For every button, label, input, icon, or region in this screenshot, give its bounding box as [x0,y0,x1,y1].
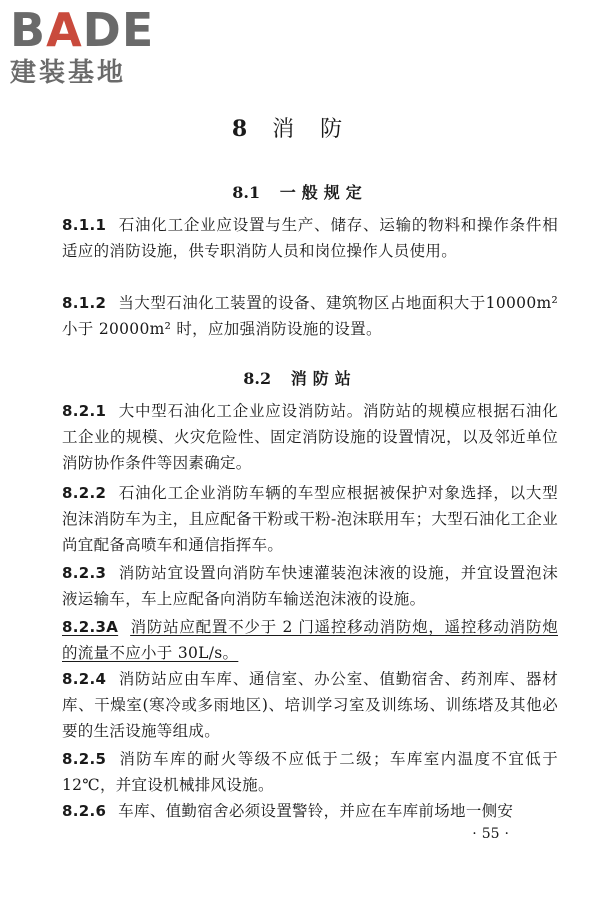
clause-text: 车库、值勤宿舍必须设置警铃，并应在车库前场地一侧安 [118,802,514,820]
clause-number: 8.2.1 [62,402,107,420]
clause-number: 8.1.1 [62,216,107,234]
clause-number: 8.2.6 [62,802,107,820]
clause [62,798,558,824]
clause [62,398,558,476]
chapter-heading [0,112,600,143]
logo-subtitle: 建装基地 [10,58,127,88]
clause-text: 消防车库的耐火等级不应低于二级；车库室内温度不宜低于 12℃，并宜设机械排风设施。 [62,750,558,794]
clause-number: 8.2.4 [62,670,107,688]
clause-text: 石油化工企业消防车辆的车型应根据被保护对象选择，以大型泡沫消防车为主，且应配备干粉或干粉-泡沫联用车；大型石油化工企业尚宜配备高喷车和通信指挥车。 [62,484,558,554]
clause-number: 8.2.5 [62,750,107,768]
section-number: 8.1 [232,183,261,202]
section-heading [0,180,600,203]
clause-number: 8.2.3A [62,618,119,636]
clause [62,614,558,666]
clause-number: 8.1.2 [62,294,107,312]
clause-text: 大中型石油化工企业应设消防站。消防站的规模应根据石油化工企业的规模、火灾危险性、固定消防设施的设置情况，以及邻近单位消防协作条件等因素确定。 [62,402,558,472]
page-number: · 55 · [472,826,509,842]
clause-number: 8.2.2 [62,484,107,502]
section-title: 消防站 [290,369,357,388]
clause [62,746,558,798]
section-heading [0,366,600,389]
section-title: 一般规定 [279,183,368,202]
clause-text: 消防站宜设置向消防车快速灌装泡沫液的设施，并宜设置泡沫液运输车，车上应配备向消防车输送泡沫液的设施。 [62,564,558,608]
clause [62,560,558,612]
clause [62,666,558,744]
logo-mark: BADE [10,3,155,57]
clause-number: 8.2.3 [62,564,107,582]
clause [62,212,558,264]
clause [62,480,558,558]
section-number: 8.2 [243,369,272,388]
chapter-title: 消防 [272,117,369,142]
clause-text: 当大型石油化工装置的设备、建筑物区占地面积大于10000m² 小于 20000m² 时，应加强消防设施的设置。 [62,294,558,338]
clause [62,290,558,342]
logo-accent-letter: A [46,3,83,57]
clause-text: 消防站应配置不少于 2 门遥控移动消防炮，遥控移动消防炮的流量不应小于 30L/s。 [62,618,558,662]
clause-text: 石油化工企业应设置与生产、储存、运输的物料和操作条件相适应的消防设施，供专职消防人员和岗位操作人员使用。 [62,216,558,260]
clause-text: 消防站应由车库、通信室、办公室、值勤宿舍、药剂库、器材库、干燥室(寒冷或多雨地区)、培训学习室及训练场、训练塔及其他必要的生活设施等组成。 [62,670,558,740]
bade-logo [10,4,180,88]
chapter-number: 8 [231,116,250,142]
